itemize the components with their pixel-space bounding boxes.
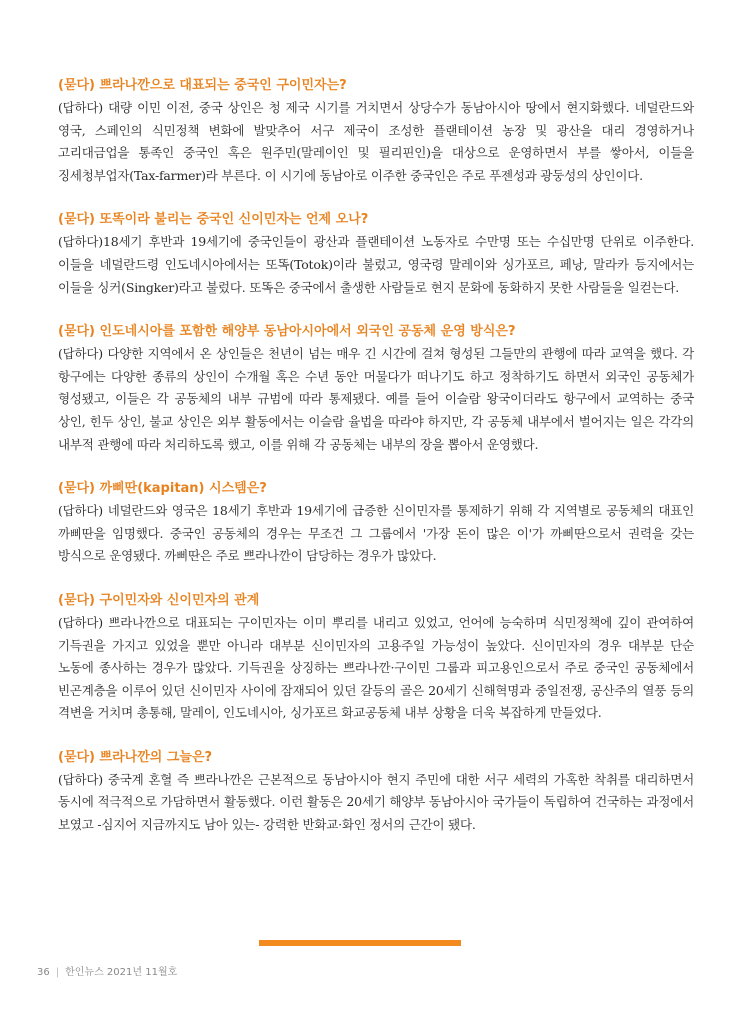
answer-paragraph: (답하다) 중국계 혼혈 즉 쁘라나깐은 근본적으로 동남아시아 현지 주민에 대한 서구 세력의 가혹한 착취를 대리하면서 동시에 적극적으로 가담하면서 활동했다. 이런 활동은 20세기 해양부 동남아시아 국가들이 독립하여 건국하는 과정에서 보였고 -심지어 지금까지도 남아 있는- 강력한 반화교·화인 정서의 근간이 됐다. [58, 771, 694, 833]
qa-block [58, 75, 694, 187]
page-footer [37, 963, 177, 978]
answer-paragraph: (답하다)18세기 후반과 19세기에 중국인들이 광산과 플랜테이션 노동자로 수만명 또는 수십만명 단위로 이주한다. 이들을 네덜란드령 인도네시아에서는 또똑(Totok)이라 불렀고, 영국령 말레이와 싱가포르, 페낭, 말라카 등지에서는 이들을 싱커(Singker)라고 불렀다. 또똑은 중국에서 출생한 사람들로 현지 문화에 동화하지 못한 사람들을 일컫는다. [58, 234, 694, 295]
footer-separator: | [55, 967, 60, 978]
answer-paragraph: (답하다) 다양한 지역에서 온 상인들은 천년이 넘는 매우 긴 시간에 걸쳐 형성된 그들만의 관행에 따라 교역을 했다. 각 항구에는 다양한 종류의 상인이 수개월 혹은 수년 동안 머물다가 떠나기도 하고 정착하기도 하면서 외국인 공동체가 형성됐고, 이들은 각 공동체의 내부 규범에 따라 통제됐다. 예를 들어 이슬람 왕국이더라도 항구에서 교역하는 중국 상인, 힌두 상인, 불교 상인은 외부 활동에서는 이슬람 율법을 따라야 하지만, 각 공동체 내부에서 벌어지는 일은 각각의 내부적 관행에 따라 처리하도록 했고, 이를 위해 각 공동체는 내부의 장을 뽑아서 운영했다. [58, 346, 694, 452]
question-heading: (묻다) 쁘라나깐으로 대표되는 중국인 구이민자는? [58, 78, 347, 93]
question-heading: (묻다) 쁘라나깐의 그늘은? [58, 749, 213, 765]
page-number: 36 [37, 967, 50, 978]
qa-block [58, 747, 694, 837]
answer-paragraph: (답하다) 네덜란드와 영국은 18세기 후반과 19세기에 급증한 신이민자를 통제하기 위해 각 지역별로 공동체의 대표인 까삐딴을 임명했다. 중국인 공동체의 경우는 무조건 그 그룹에서 '가장 돈이 많은 이'가 까삐딴으로서 권력을 갖는 방식으로 운영됐다. 까삐딴은 주로 쁘라나깐이 담당하는 경우가 많았다. [58, 503, 694, 564]
orange-divider-bar [259, 940, 461, 946]
question-heading: (묻다) 구이민자와 신이민자의 관계 [58, 592, 260, 608]
qa-block [58, 321, 694, 456]
qa-block [58, 478, 694, 568]
publication-name: 한인뉴스 2021년 11월호 [65, 967, 178, 978]
question-heading: (묻다) 또똑이라 불리는 중국인 신이민자는 언제 오나? [58, 212, 369, 228]
answer-paragraph: (답하다) 대량 이민 이전, 중국 상인은 청 제국 시기를 거치면서 상당수가 동남아시아 땅에서 현지화했다. 네덜란드와 영국, 스페인의 식민정책 변화에 발맞추어 서구 제국이 조성한 플랜테이션 농장 및 광산을 대리 경영하거나 고리대금업을 통족인 중국인 혹은 원주민(말레이인 및 필리핀인)을 대상으로 운영하면서 부를 쌓아서, 이들을 징세청부업자(Tax-farmer)라 부른다. 이 시기에 동남아로 이주한 중국인은 주로 푸젠성과 광둥성의 상인이다. [58, 100, 694, 183]
qa-block [58, 209, 694, 299]
question-heading: (묻다) 까삐딴(kapitan) 시스템은? [58, 481, 267, 497]
question-heading: (묻다) 인도네시아를 포함한 해양부 동남아시아에서 외국인 공동체 운영 방식은? [58, 324, 516, 340]
answer-paragraph: (답하다) 쁘라나깐으로 대표되는 구이민자는 이미 뿌리를 내리고 있었고, 언어에 능숙하며 식민정책에 깊이 관여하여 기득권을 가지고 있었을 뿐만 아니라 대부분 신이민자의 고용주일 가능성이 높았다. 신이민자의 경우 대부분 단순 노동에 종사하는 경우가 많았다. 기득권을 상징하는 쁘라나깐·구이민 그룹과 피고용인으로서 주로 중국인 공동체에서 빈곤계층을 이루어 있던 신이민자 사이에 잠재되어 있던 갈등의 골은 20세기 신해혁명과 중일전쟁, 공산주의 열풍 등의 격변을 거치며 총통해, 말레이, 인도네시아, 싱가포르 화교공동체 내부 상황을 더욱 복잡하게 만들었다. [58, 614, 694, 721]
qa-block [58, 590, 694, 725]
article-body [58, 75, 694, 859]
